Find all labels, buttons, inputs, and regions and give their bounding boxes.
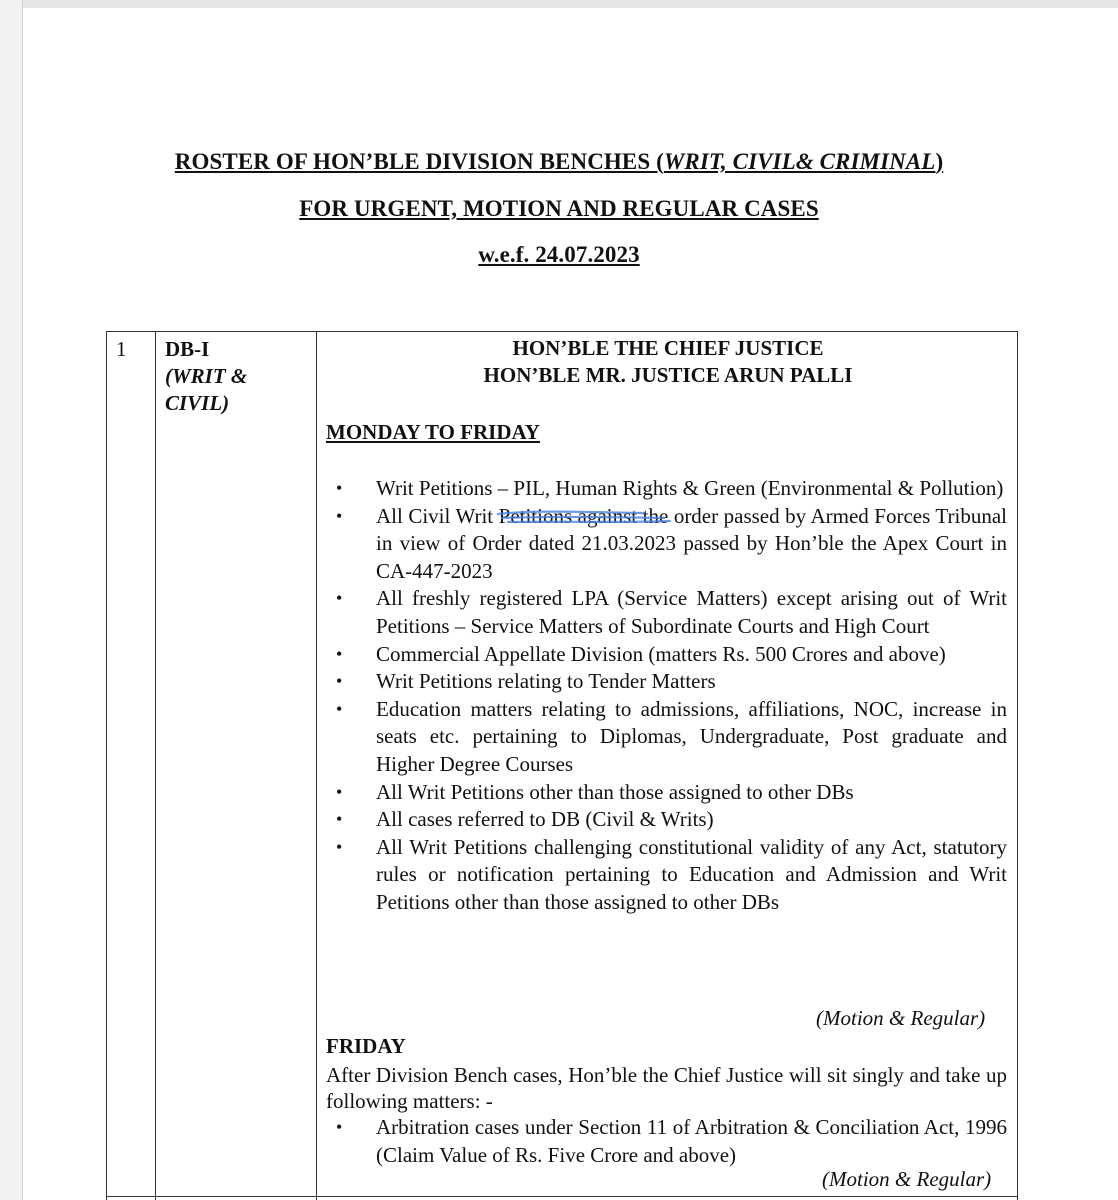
schedule-heading-friday: FRIDAY — [326, 1034, 406, 1058]
row-number: 1 — [116, 337, 127, 361]
redaction-scribble — [494, 508, 674, 528]
viewer-top-bar — [0, 0, 1118, 8]
list-item: • Commercial Appellate Division (matters Rs. 500 Crores and above) — [326, 641, 1007, 669]
bench-cell — [165, 336, 247, 417]
assignment-list — [326, 475, 1007, 917]
judge-1: HON’BLE THE CHIEF JUSTICE — [512, 336, 824, 360]
friday-paragraph: After Division Bench cases, Hon’ble the Chief Justice will sit singly and take up following matters: - — [326, 1063, 1007, 1113]
bench-type-line2: CIVIL) — [165, 391, 230, 415]
list-item: • Writ Petitions relating to Tender Matters — [326, 668, 1007, 696]
list-item: • All Writ Petitions other than those assigned to other DBs — [326, 779, 1007, 807]
list-item: • All freshly registered LPA (Service Matters) except arising out of Writ Petitions – Service Matters of Subordinate Courts and High Court — [326, 585, 1007, 640]
list-item: • All Writ Petitions challenging constitutional validity of any Act, statutory rules or notification pertaining to Education and Admission and Writ Petitions other than those assigned to other DBs — [326, 834, 1007, 917]
document-title-line1: ROSTER OF HON’BLE DIVISION BENCHES (WRIT, CIVIL& CRIMINAL) — [174, 149, 944, 174]
table-right-border — [1017, 331, 1018, 1200]
list-item: • Education matters relating to admissions, affiliations, NOC, increase in seats etc. pertaining to Diplomas, Undergraduate, Post graduate and Higher Degree Courses — [326, 696, 1007, 779]
table-top-border — [106, 331, 1018, 332]
motion-regular-note-1: (Motion & Regular) — [816, 1006, 986, 1030]
list-item: • All Civil Writ Petitions against the order passed by Armed Forces Tribunal in view of Order dated 21.03.2023 passed by Hon’ble the Apex Court in CA-447-2023 — [326, 503, 1007, 586]
bench-type-line1: (WRIT & — [165, 364, 248, 388]
bench-name: DB-I — [165, 337, 210, 361]
document-title-line2: FOR URGENT, MOTION AND REGULAR CASES — [299, 196, 819, 221]
friday-list — [326, 1114, 1007, 1169]
motion-regular-note-2: (Motion & Regular) — [822, 1167, 992, 1191]
effective-date: w.e.f. 24.07.2023 — [478, 242, 640, 267]
table-col-divider-1 — [155, 331, 156, 1200]
table-col-divider-2 — [316, 331, 317, 1200]
table-left-border — [106, 331, 107, 1200]
schedule-heading-monday-friday: MONDAY TO FRIDAY — [326, 420, 540, 444]
list-item: • Arbitration cases under Section 11 of Arbitration & Conciliation Act, 1996 (Claim Value of Rs. Five Crore and above) — [326, 1114, 1007, 1169]
judge-2: HON’BLE MR. JUSTICE ARUN PALLI — [483, 363, 853, 387]
table-row-bottom — [106, 1196, 1018, 1197]
viewer-left-gutter — [0, 0, 23, 1200]
list-item: • Writ Petitions – PIL, Human Rights & Green (Environmental & Pollution) — [326, 475, 1007, 503]
list-item: • All cases referred to DB (Civil & Writs) — [326, 806, 1007, 834]
